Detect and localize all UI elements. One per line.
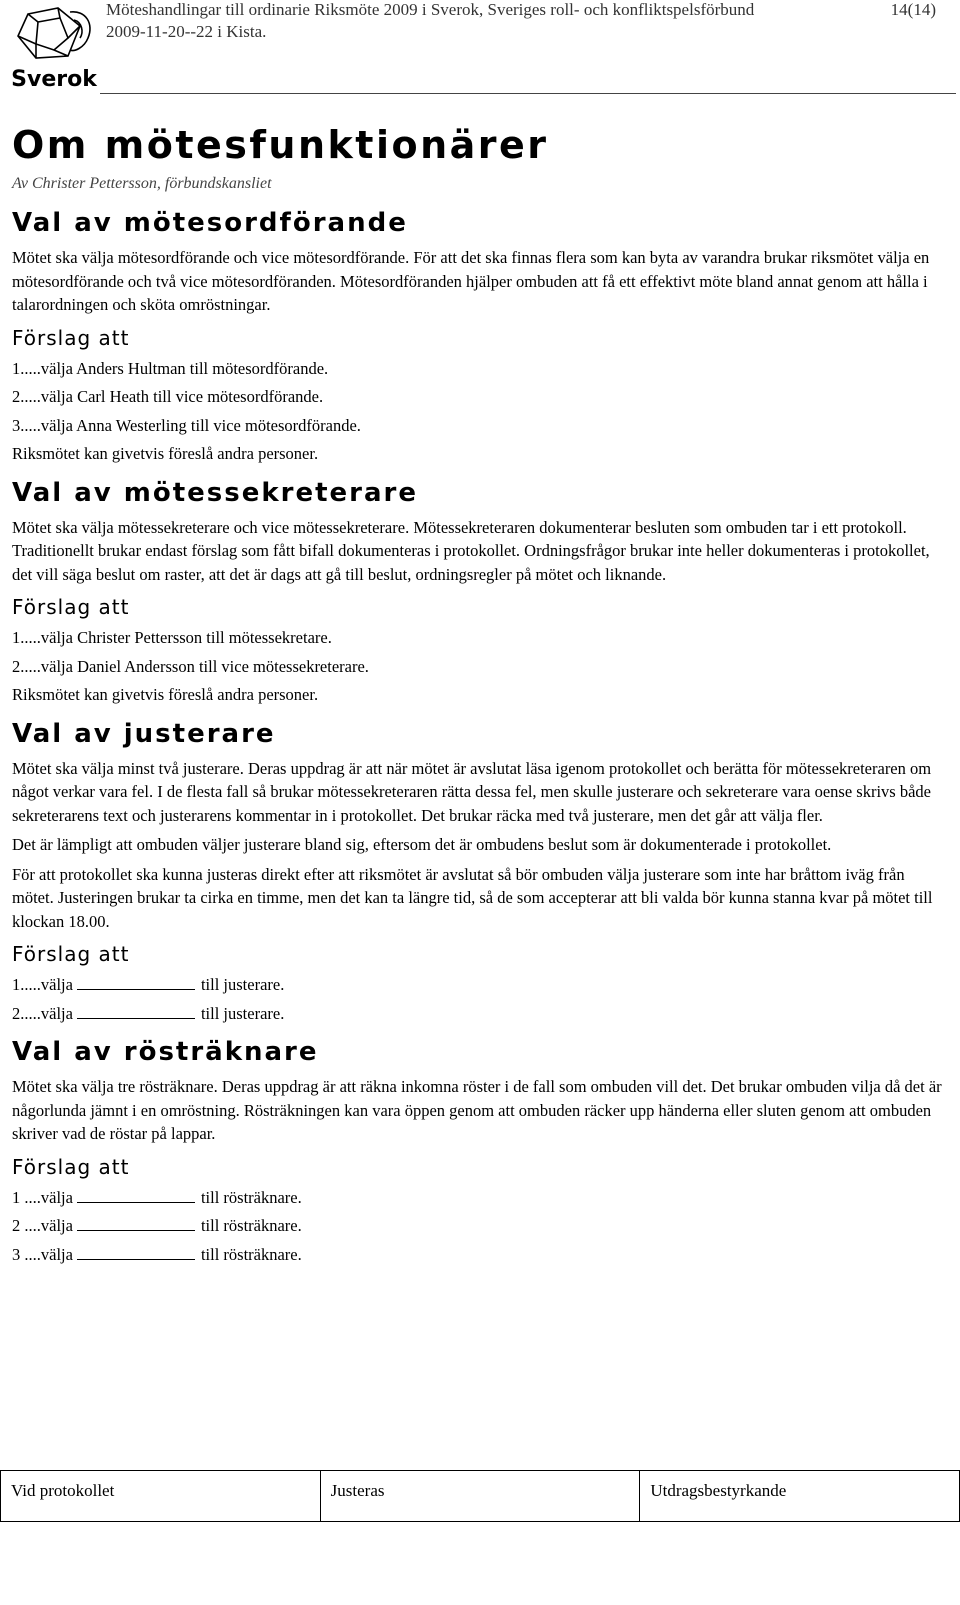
page-title: Om mötesfunktionärer	[12, 123, 549, 167]
proposal-heading: Förslag att	[12, 595, 130, 619]
proposal-item: 2.....välja Daniel Andersson till vice mötessekreterare.	[12, 656, 369, 676]
header-date: 2009-11-20--22 i Kista.	[106, 22, 267, 41]
name-blank-line	[77, 1216, 195, 1231]
proposal-heading: Förslag att	[12, 325, 130, 350]
proposal-blank-item	[12, 1243, 942, 1267]
proposal-blank-item	[12, 973, 942, 997]
header-rule	[100, 93, 956, 94]
name-blank-line	[77, 975, 195, 990]
section-heading: Val av justerare	[12, 718, 276, 749]
section-heading: Val av mötesordförande	[12, 208, 408, 238]
section-heading: Val av rösträknare	[12, 1037, 319, 1067]
signature-cell-adjusted: Justeras	[321, 1471, 641, 1521]
logo-text: Sverok	[11, 67, 97, 92]
proposal-note: Riksmötet kan givetvis föreslå andra personer.	[12, 685, 319, 704]
section-heading: Val av mötessekreterare	[12, 477, 418, 508]
proposal-blank-item	[12, 1214, 942, 1238]
sverok-logo	[8, 4, 100, 92]
signature-cell-protocol: Vid protokollet	[0, 1471, 321, 1521]
section-paragraph: Mötet ska välja mötesordförande och vice mötesordförande. För att det ska finnas flera som kan byta av varandra brukar riksmötet välja en mötesordförande och två vice mötesordföranden. Mötesordföranden hjälper ombuden att få ett effektivt möte bland annat genom att hålla i talarordningen och sköta omröstningar.	[12, 248, 930, 314]
name-blank-line	[77, 1245, 195, 1260]
proposal-heading: Förslag att	[12, 942, 130, 966]
item-suffix: till rösträknare.	[200, 1244, 302, 1264]
item-prefix: 1.....välja	[12, 975, 73, 994]
page-number: 14(14)	[890, 0, 936, 19]
item-prefix: 2.....välja	[12, 1003, 73, 1023]
proposal-item: 1.....välja Anders Hultman till mötesordförande.	[12, 358, 329, 378]
section-paragraph: Det är lämpligt att ombuden väljer justerare bland sig, eftersom det är ombudens beslut som är dokumenterade i protokollet.	[12, 835, 832, 854]
section-paragraph: För att protokollet ska kunna justeras direkt efter att riksmötet är avslutat så bör ombuden välja justerare som inte har bråttom iväg från mötet. Justeringen brukar ta cirka en timme, men det kan ta längre tid, så de som accepterar att bli valda bör kunna stanna kvar på mötet till klockan 18.00.	[12, 864, 933, 931]
byline: Av Christer Pettersson, förbundskansliet	[12, 175, 272, 192]
proposal-item: 1.....välja Christer Pettersson till mötessekretare.	[12, 628, 332, 647]
section-paragraph: Mötet ska välja mötessekreterare och vice mötessekreterare. Mötessekreteraren dokumenterar besluten som ombuden tar i ett protokoll. Traditionellt brukar endast förslag som fått bifall dokumenteras i protokollet. Ordningsfrågor brukar inte heller dokumenteras i protokollet, det vill säga beslut om raster, att det är dags att gå till beslut, ordningsregler på mötet och liknande.	[12, 517, 930, 584]
item-prefix: 1 ....välja	[12, 1187, 73, 1207]
item-suffix: till justerare.	[200, 975, 285, 994]
proposal-heading: Förslag att	[12, 1154, 130, 1179]
section-paragraph: Mötet ska välja minst två justerare. Deras uppdrag är att när mötet är avslutat läsa igenom protokollet och berätta för mötessekreteraren om något verkar vara fel. I de flesta fall så brukar mötessekreteraren rätta dessa fel, men skulle justerare och sekreterare vara oense skrivs både sekreterarens text och justerarens kommentar in i protokollet. Det brukar räcka med två justerare, men det går att välja fler.	[12, 758, 932, 825]
item-suffix: till rösträknare.	[200, 1216, 302, 1235]
section-paragraph: Mötet ska välja tre rösträknare. Deras uppdrag är att räkna inkomna röster i de fall som ombuden vill det. Det brukar ombuden vilja då det är någorlunda jämnt i en omröstning. Rösträkningen kan vara öppen genom att ombuden räcker upp händerna eller sluten genom att ombuden skriver vad de röstar på lappar.	[12, 1077, 942, 1143]
proposal-blank-item	[12, 1186, 942, 1210]
document-body	[12, 118, 942, 1271]
signature-cell-certified: Utdragsbestyrkande	[640, 1471, 960, 1521]
name-blank-line	[77, 1004, 195, 1019]
proposal-note: Riksmötet kan givetvis föreslå andra personer.	[12, 444, 319, 463]
proposal-item: 3.....välja Anna Westerling till vice mötesordförande.	[12, 415, 361, 435]
item-prefix: 3 ....välja	[12, 1244, 73, 1264]
item-suffix: till justerare.	[200, 1003, 285, 1023]
proposal-blank-item	[12, 1002, 942, 1026]
signature-table	[0, 1470, 960, 1522]
proposal-item: 2.....välja Carl Heath till vice mötesordförande.	[12, 387, 324, 406]
page-header	[0, 0, 960, 96]
item-suffix: till rösträknare.	[200, 1187, 302, 1207]
name-blank-line	[77, 1188, 195, 1203]
header-title: Möteshandlingar till ordinarie Riksmöte 2009 i Sverok, Sveriges roll- och konfliktspelsförbund	[106, 0, 755, 19]
item-prefix: 2 ....välja	[12, 1216, 73, 1235]
